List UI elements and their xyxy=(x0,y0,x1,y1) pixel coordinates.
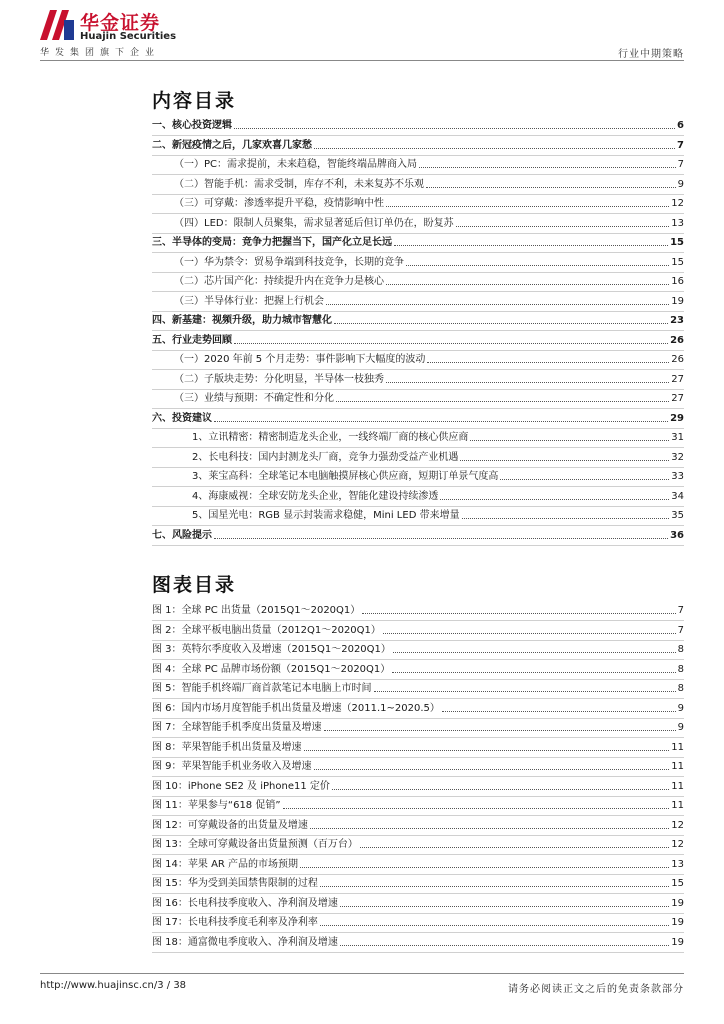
toc-chapter-entry[interactable] xyxy=(152,331,684,347)
entry-text: 二、新冠疫情之后，几家欢喜几家愁 xyxy=(152,139,312,151)
dot-leader xyxy=(326,303,669,305)
entry-text: （四）LED：限制人员聚集，需求显著延后但订单仍在，盼复苏 xyxy=(174,217,454,229)
entry-text: 图 4：全球 PC 品牌市场份额（2015Q1～2020Q1） xyxy=(152,663,391,675)
toc-entry[interactable] xyxy=(152,292,684,308)
entry-text: 2、长电科技：国内封测龙头厂商，竞争力强劲受益产业机遇 xyxy=(192,451,459,463)
dot-leader xyxy=(324,729,676,731)
figure-entry[interactable] xyxy=(152,777,684,793)
entry-text: （一）华为禁令：贸易争端到科技竞争，长期的竞争 xyxy=(174,256,404,268)
entry-page-number: 8 xyxy=(677,663,684,675)
dot-leader xyxy=(456,225,670,227)
figure-entry[interactable] xyxy=(152,621,684,637)
entry-text: 3、莱宝高科：全球笔记本电脑触摸屏核心供应商，短期订单景气度高 xyxy=(192,471,499,482)
entry-text: 图 13：全球可穿戴设备出货量预测（百万台） xyxy=(152,839,358,850)
dot-leader xyxy=(334,322,668,324)
dot-leader xyxy=(304,749,670,751)
entry-text: （二）智能手机：需求受制，库存不利，未来复苏不乐观 xyxy=(174,178,424,190)
dot-leader xyxy=(386,381,669,383)
toc-entry[interactable] xyxy=(152,155,684,171)
dot-leader xyxy=(406,264,669,266)
page-header xyxy=(0,0,724,62)
entry-page-number: 7 xyxy=(677,624,684,636)
entry-text: （三）半导体行业：把握上行机会 xyxy=(174,295,324,307)
entry-page-number: 8 xyxy=(677,644,684,655)
entry-page-number: 23 xyxy=(670,315,684,326)
entry-page-number: 12 xyxy=(671,198,684,209)
toc-entry[interactable] xyxy=(152,428,684,444)
toc-entry[interactable] xyxy=(152,389,684,405)
entry-separator xyxy=(152,545,684,546)
entry-text: （一）2020 年前 5 个月走势：事件影响下大幅度的波动 xyxy=(174,354,426,365)
dot-leader xyxy=(500,478,669,480)
entry-page-number: 12 xyxy=(671,819,684,831)
company-tagline: 华发集团旗下企业 xyxy=(40,48,161,58)
dot-leader xyxy=(340,944,669,946)
report-type: 行业中期策略 xyxy=(618,49,684,60)
entry-text: （二）芯片国产化：持续提升内在竞争力是核心 xyxy=(174,276,384,287)
dot-leader xyxy=(427,361,669,363)
header-divider xyxy=(40,60,684,61)
entry-page-number: 27 xyxy=(671,373,684,385)
entry-text: 三、半导体的变局：竞争力把握当下，国产化立足长远 xyxy=(152,237,392,248)
dot-leader xyxy=(214,537,668,539)
dot-leader xyxy=(393,651,676,653)
entry-page-number: 33 xyxy=(671,471,684,482)
figure-entry[interactable] xyxy=(152,718,684,734)
dot-leader xyxy=(320,924,669,926)
toc-entry[interactable] xyxy=(152,506,684,522)
figure-entry[interactable] xyxy=(152,816,684,832)
figure-entry[interactable] xyxy=(152,757,684,773)
figure-entry[interactable] xyxy=(152,601,684,617)
entry-page-number: 13 xyxy=(671,217,684,229)
entry-page-number: 32 xyxy=(671,451,684,463)
entry-text: 图 7：全球智能手机季度出货量及增速 xyxy=(152,722,322,733)
figure-entry[interactable] xyxy=(152,660,684,676)
entry-text: 图 14：苹果 AR 产品的市场预期 xyxy=(152,858,299,870)
entry-page-number: 9 xyxy=(677,178,684,190)
dot-leader xyxy=(374,690,676,692)
entry-text: （二）子版块走势：分化明显，半导体一枝独秀 xyxy=(174,373,384,385)
dot-leader xyxy=(336,400,669,402)
dot-leader xyxy=(234,342,668,344)
dot-leader xyxy=(419,166,676,168)
toc-chapter-entry[interactable] xyxy=(152,311,684,327)
entry-text: 图 6：国内市场月度智能手机出货量及增速（2011.1~2020.5） xyxy=(152,702,440,714)
dot-leader xyxy=(440,498,669,500)
entry-page-number: 29 xyxy=(670,412,684,424)
entry-page-number: 13 xyxy=(671,858,684,870)
entry-text: 图 1：全球 PC 出货量（2015Q1～2020Q1） xyxy=(152,605,361,616)
figure-entry[interactable] xyxy=(152,874,684,890)
entry-page-number: 19 xyxy=(671,936,684,948)
toc-entry[interactable] xyxy=(152,175,684,191)
dot-leader xyxy=(214,420,668,422)
dot-leader xyxy=(332,788,669,790)
entry-text: 1、立讯精密：精密制造龙头企业，一线终端厂商的核心供应商 xyxy=(192,432,469,443)
dot-leader xyxy=(442,710,676,712)
lof-title: 图表目录 xyxy=(152,574,237,596)
entry-text: 图 9：苹果智能手机业务收入及增速 xyxy=(152,761,312,772)
entry-page-number: 15 xyxy=(671,256,684,268)
entry-page-number: 11 xyxy=(671,741,684,753)
dot-leader xyxy=(394,244,668,246)
toc-entry[interactable] xyxy=(152,272,684,288)
dot-leader xyxy=(340,905,669,907)
toc-entry[interactable] xyxy=(152,253,684,269)
entry-text: 图 8：苹果智能手机出货量及增速 xyxy=(152,741,302,753)
figure-entry[interactable] xyxy=(152,679,684,695)
entry-text: （三）可穿戴：渗透率提升平稳，疫情影响中性 xyxy=(174,198,384,209)
entry-text: 六、投资建议 xyxy=(152,412,212,424)
dot-leader xyxy=(310,827,669,829)
figure-entry[interactable] xyxy=(152,855,684,871)
entry-page-number: 15 xyxy=(671,878,684,889)
entry-text: 一、核心投资逻辑 xyxy=(152,120,232,131)
entry-page-number: 8 xyxy=(677,683,684,694)
dot-leader xyxy=(283,807,670,809)
entry-page-number: 7 xyxy=(677,139,684,151)
toc-entry[interactable] xyxy=(152,487,684,503)
entry-page-number: 34 xyxy=(671,490,684,502)
toc-title: 内容目录 xyxy=(152,90,237,112)
figure-entry[interactable] xyxy=(152,699,684,715)
entry-text: 图 17：长电科技季度毛利率及净利率 xyxy=(152,917,318,928)
dot-leader xyxy=(362,612,675,614)
entry-text: 图 2：全球平板电脑出货量（2012Q1～2020Q1） xyxy=(152,624,381,636)
entry-page-number: 6 xyxy=(677,120,684,131)
figure-entry[interactable] xyxy=(152,894,684,910)
footer-disclaimer: 请务必阅读正文之后的免责条款部分 xyxy=(508,984,684,995)
entry-text: 图 11：苹果参与“618 促销” xyxy=(152,800,281,811)
logo-english: Huajin Securities xyxy=(80,31,177,42)
toc-entry[interactable] xyxy=(152,214,684,230)
dot-leader xyxy=(383,632,676,634)
entry-page-number: 31 xyxy=(671,432,684,443)
figure-entry[interactable] xyxy=(152,933,684,949)
huajin-logo-icon xyxy=(40,10,74,40)
entry-page-number: 19 xyxy=(671,917,684,928)
dot-leader xyxy=(314,768,670,770)
entry-page-number: 15 xyxy=(670,237,684,248)
dot-leader xyxy=(386,205,669,207)
entry-page-number: 9 xyxy=(677,702,684,714)
toc-entry[interactable] xyxy=(152,467,684,483)
dot-leader xyxy=(462,517,670,519)
entry-text: 四、新基建：视频升级，助力城市智慧化 xyxy=(152,315,332,326)
entry-text: （一）PC：需求提前，未来趋稳，智能终端品牌商入局 xyxy=(174,159,418,170)
dot-leader xyxy=(426,186,676,188)
toc-entry[interactable] xyxy=(152,350,684,366)
dot-leader xyxy=(320,885,669,887)
dot-leader xyxy=(234,127,675,129)
dot-leader xyxy=(460,459,669,461)
entry-page-number: 16 xyxy=(671,276,684,287)
entry-page-number: 12 xyxy=(671,839,684,850)
figure-entry[interactable] xyxy=(152,835,684,851)
dot-leader xyxy=(360,846,669,848)
entry-page-number: 36 xyxy=(670,529,684,541)
entry-text: 4、海康威视：全球安防龙头企业，智能化建设持续渗透 xyxy=(192,490,439,502)
dot-leader xyxy=(392,671,675,673)
entry-page-number: 26 xyxy=(670,334,684,346)
figure-entry[interactable] xyxy=(152,738,684,754)
logo-chinese: 华金证券 xyxy=(80,12,161,34)
entry-text: 五、行业走势回顾 xyxy=(152,334,232,346)
entry-page-number: 27 xyxy=(671,393,684,404)
figure-entry[interactable] xyxy=(152,913,684,929)
entry-page-number: 19 xyxy=(671,897,684,909)
entry-text: 图 12：可穿戴设备的出货量及增速 xyxy=(152,819,308,831)
toc-entry[interactable] xyxy=(152,370,684,386)
figure-entry[interactable] xyxy=(152,796,684,812)
dot-leader xyxy=(300,866,669,868)
entry-text: （三）业绩与预期：不确定性和分化 xyxy=(174,393,334,404)
entry-page-number: 7 xyxy=(677,605,684,616)
toc-chapter-entry[interactable] xyxy=(152,136,684,152)
figure-entry[interactable] xyxy=(152,640,684,656)
dot-leader xyxy=(314,147,675,149)
entry-page-number: 11 xyxy=(671,780,684,792)
entry-page-number: 11 xyxy=(671,800,684,811)
entry-separator xyxy=(152,952,684,953)
footer-url[interactable]: http://www.huajinsc.cn/3 / 38 xyxy=(40,980,187,991)
entry-page-number: 9 xyxy=(677,722,684,733)
entry-text: 图 15：华为受到美国禁售限制的过程 xyxy=(152,878,318,889)
dot-leader xyxy=(386,283,669,285)
entry-text: 图 18：通富微电季度收入、净利润及增速 xyxy=(152,936,338,948)
footer-divider xyxy=(40,973,684,974)
toc-chapter-entry[interactable] xyxy=(152,116,684,132)
entry-text: 七、风险提示 xyxy=(152,529,212,541)
entry-page-number: 19 xyxy=(671,295,684,307)
entry-page-number: 11 xyxy=(671,761,684,772)
dot-leader xyxy=(470,439,669,441)
entry-page-number: 7 xyxy=(677,159,684,170)
entry-page-number: 35 xyxy=(671,510,684,521)
toc-entry[interactable] xyxy=(152,194,684,210)
entry-text: 图 3：英特尔季度收入及增速（2015Q1～2020Q1） xyxy=(152,644,391,655)
toc-chapter-entry[interactable] xyxy=(152,233,684,249)
toc-chapter-entry[interactable] xyxy=(152,409,684,425)
entry-text: 图 10：iPhone SE2 及 iPhone11 定价 xyxy=(152,780,330,792)
entry-text: 图 5：智能手机终端厂商首款笔记本电脑上市时间 xyxy=(152,683,372,694)
toc-entry[interactable] xyxy=(152,448,684,464)
entry-text: 图 16：长电科技季度收入、净利润及增速 xyxy=(152,897,338,909)
entry-page-number: 26 xyxy=(671,354,684,365)
entry-text: 5、国星光电：RGB 显示封装需求稳健，Mini LED 带来增量 xyxy=(192,510,460,521)
toc-chapter-entry[interactable] xyxy=(152,526,684,542)
